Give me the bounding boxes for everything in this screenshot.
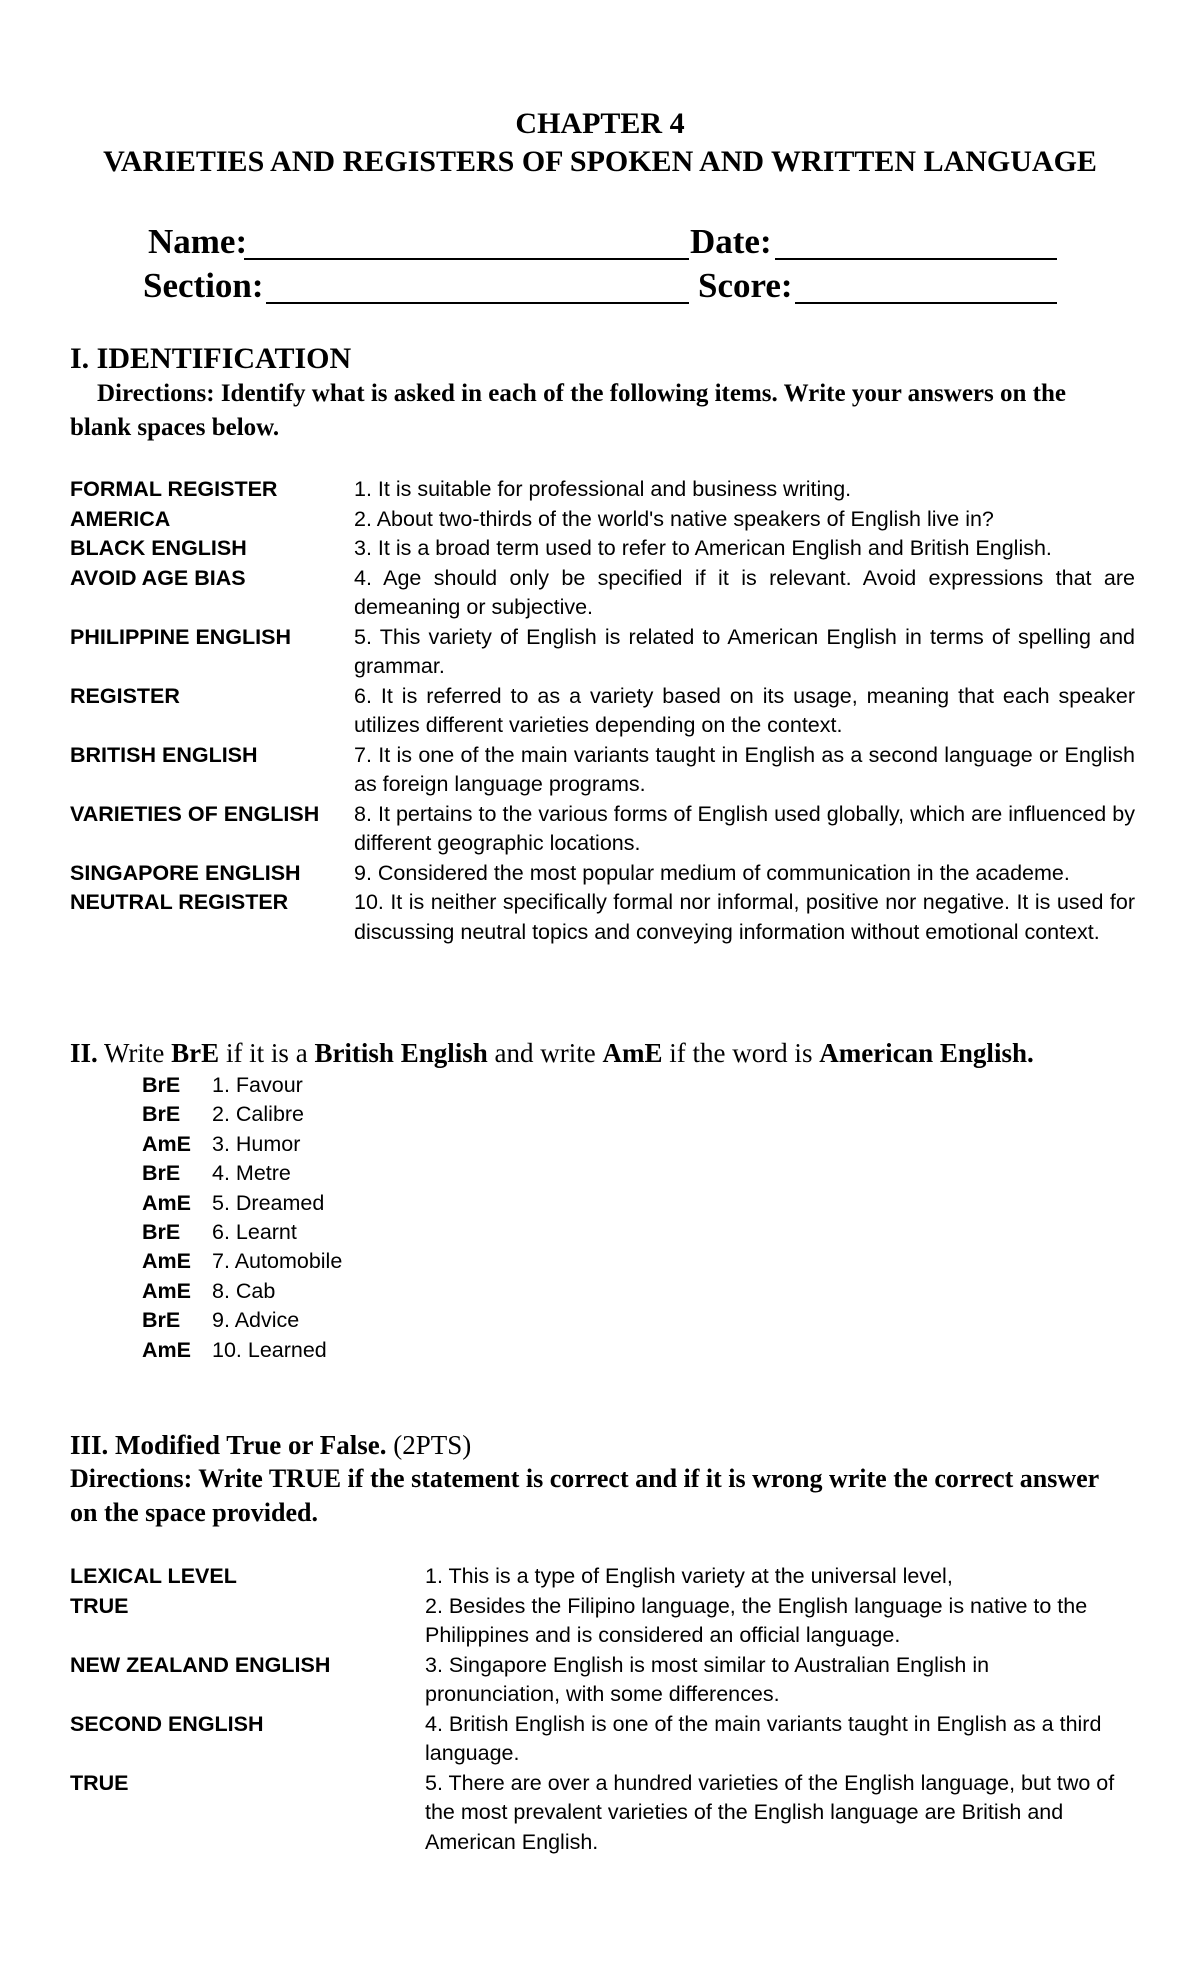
answer-text: AmE xyxy=(142,1131,191,1156)
part2-bold: British English xyxy=(314,1038,488,1068)
answer-text: NEUTRAL REGISTER xyxy=(70,890,289,914)
answer-text: LEXICAL LEVEL xyxy=(70,1564,237,1588)
list-item xyxy=(142,1277,342,1306)
name-blank[interactable] xyxy=(244,258,689,260)
table-row xyxy=(70,1769,1120,1858)
table-row xyxy=(70,1651,1120,1710)
question-text: 9. Considered the most popular medium of communication in the academe. xyxy=(354,860,1070,885)
name-date-row xyxy=(0,220,1200,264)
table-row xyxy=(70,475,1135,505)
word-text: 6. Learnt xyxy=(212,1220,297,1245)
list-item xyxy=(142,1247,342,1276)
answer-text: BrE xyxy=(142,1161,181,1186)
word-text: 8. Cab xyxy=(212,1278,276,1303)
answer-text: SECOND ENGLISH xyxy=(70,1711,264,1736)
word-text: 9. Advice xyxy=(212,1308,300,1333)
identification-directions: Directions: Identify what is asked in each of the following items. Write your answers on the blank spaces below. xyxy=(70,380,1066,441)
statement-text: 2. Besides the Filipino language, the English language is native to the Philippines and is considered an official language. xyxy=(425,1593,1088,1647)
answer-text: BrE xyxy=(142,1102,181,1127)
part2-heading xyxy=(70,1036,1034,1070)
question-text: 3. It is a broad term used to refer to American English and British English. xyxy=(354,536,1052,560)
question-text: 10. It is neither specifically formal nor informal, positive nor negative. It is used for discussing neutral topics and conveying information without emotional context. xyxy=(354,890,1135,944)
table-row xyxy=(70,534,1135,564)
table-row xyxy=(70,623,1135,682)
answer-text: VARIETIES OF ENGLISH xyxy=(70,801,320,826)
answer-text: BrE xyxy=(142,1220,181,1245)
table-row xyxy=(70,741,1135,800)
table-row xyxy=(70,1562,1120,1592)
question-text: 7. It is one of the main variants taught in English as a second language or English as foreign language programs. xyxy=(354,742,1135,796)
chapter-number: CHAPTER 4 xyxy=(515,107,685,140)
part2-bold: AmE xyxy=(602,1038,663,1068)
list-item xyxy=(142,1189,342,1218)
table-row xyxy=(70,682,1135,741)
part2-bold: BrE xyxy=(171,1038,220,1068)
table-row xyxy=(70,564,1135,623)
part2-bold: American English. xyxy=(819,1038,1034,1068)
table-row xyxy=(70,888,1135,947)
section-label: Section: xyxy=(143,266,264,305)
statement-text: 3. Singapore English is most similar to Australian English in pronunciation, with some differences. xyxy=(425,1652,990,1706)
section-score-row xyxy=(0,264,1200,308)
answer-text: BLACK ENGLISH xyxy=(70,536,247,560)
true-false-title: III. Modified True or False. xyxy=(70,1430,387,1460)
table-row xyxy=(70,1710,1120,1769)
table-row xyxy=(70,859,1135,889)
answer-text: AmE xyxy=(142,1278,191,1303)
true-false-directions: Directions: Write TRUE if the statement is correct and if it is wrong write the correct answer on the space provided. xyxy=(70,1464,1099,1527)
word-text: 5. Dreamed xyxy=(212,1190,325,1215)
score-label: Score: xyxy=(698,266,793,305)
question-text: 4. Age should only be specified if it is relevant. Avoid expressions that are demeaning or subjective. xyxy=(354,565,1135,619)
question-text: 1. It is suitable for professional and business writing. xyxy=(354,477,852,501)
answer-text: FORMAL REGISTER xyxy=(70,477,278,501)
part2-text: if it is a xyxy=(225,1038,308,1068)
answer-text: AMERICA xyxy=(70,506,171,531)
list-item xyxy=(142,1218,342,1247)
statement-text: 1. This is a type of English variety at the universal level, xyxy=(425,1564,953,1588)
part2-text: and write xyxy=(494,1038,596,1068)
chapter-title: VARIETIES AND REGISTERS OF SPOKEN AND WRITTEN LANGUAGE xyxy=(103,145,1097,178)
part2-number: II. xyxy=(70,1038,98,1068)
question-text: 8. It pertains to the various forms of English used globally, which are influenced by different geographic locations. xyxy=(354,801,1135,855)
answer-text: PHILIPPINE ENGLISH xyxy=(70,624,292,649)
answer-text: BrE xyxy=(142,1073,181,1097)
answer-text: BrE xyxy=(142,1308,181,1333)
name-label: Name: xyxy=(148,222,248,261)
true-false-heading xyxy=(70,1428,471,1462)
answer-text: AmE xyxy=(142,1337,191,1362)
score-blank[interactable] xyxy=(795,302,1057,304)
list-item xyxy=(142,1071,342,1100)
answer-text: TRUE xyxy=(70,1770,129,1795)
section-blank[interactable] xyxy=(266,302,689,304)
word-text: 10. Learned xyxy=(212,1337,327,1362)
table-row xyxy=(70,800,1135,859)
part2-text: Write xyxy=(104,1038,165,1068)
list-item xyxy=(142,1336,342,1365)
table-row xyxy=(70,505,1135,535)
word-text: 4. Metre xyxy=(212,1161,291,1186)
list-item xyxy=(142,1306,342,1335)
answer-text: NEW ZEALAND ENGLISH xyxy=(70,1652,331,1677)
answer-text: REGISTER xyxy=(70,683,180,708)
word-text: 1. Favour xyxy=(212,1073,303,1097)
answer-text: SINGAPORE ENGLISH xyxy=(70,860,301,885)
true-false-table xyxy=(70,1562,1120,1857)
answer-text: BRITISH ENGLISH xyxy=(70,742,258,767)
question-text: 2. About two-thirds of the world's native speakers of English live in? xyxy=(354,506,994,531)
list-item xyxy=(142,1100,342,1129)
answer-text: AmE xyxy=(142,1249,191,1274)
date-label: Date: xyxy=(690,222,772,261)
bre-ame-list xyxy=(142,1071,342,1365)
answer-text: AVOID AGE BIAS xyxy=(70,565,246,590)
question-text: 6. It is referred to as a variety based on its usage, meaning that each speaker utilizes different varieties depending on the context. xyxy=(354,683,1135,737)
answer-text: AmE xyxy=(142,1190,191,1215)
date-blank[interactable] xyxy=(775,258,1057,260)
word-text: 2. Calibre xyxy=(212,1102,305,1127)
list-item xyxy=(142,1159,342,1188)
part2-text: if the word is xyxy=(669,1038,813,1068)
list-item xyxy=(142,1130,342,1159)
answer-text: TRUE xyxy=(70,1593,129,1618)
word-text: 7. Automobile xyxy=(212,1249,343,1274)
statement-text: 4. British English is one of the main variants taught in English as a third language. xyxy=(425,1711,1102,1765)
question-text: 5. This variety of English is related to American English in terms of spelling and grammar. xyxy=(354,624,1135,678)
statement-text: 5. There are over a hundred varieties of the English language, but two of the most prevalent varieties of the English language are British and American English. xyxy=(425,1770,1115,1854)
identification-heading: I. IDENTIFICATION xyxy=(70,342,352,375)
word-text: 3. Humor xyxy=(212,1131,301,1156)
table-row xyxy=(70,1592,1120,1651)
points-text: (2PTS) xyxy=(393,1430,472,1460)
identification-table xyxy=(70,475,1135,947)
